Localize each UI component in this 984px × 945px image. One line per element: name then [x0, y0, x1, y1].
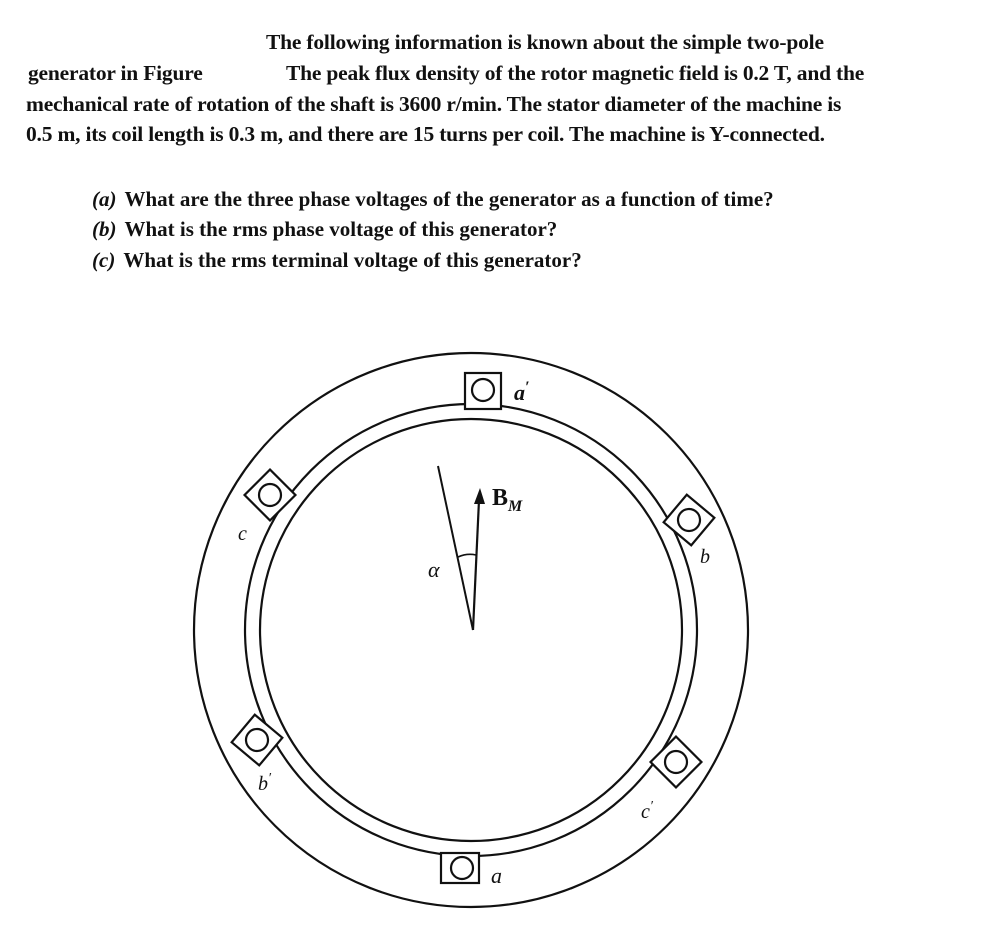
angle-arc	[458, 554, 476, 557]
field-vector-shaft	[473, 500, 479, 630]
question-b-text: What is the rms phase voltage of this generator?	[124, 217, 558, 241]
coil-label-c: c	[238, 523, 247, 545]
problem-line-1: The following information is known about the simple two-pole	[266, 30, 824, 54]
coil-label-c-prime: c′	[641, 799, 653, 823]
field-label: $B_M$	[492, 485, 523, 515]
question-b-label: (b)	[92, 217, 117, 241]
slot-a	[441, 853, 479, 883]
rotor-circle	[260, 419, 682, 841]
coil-label-a: a	[491, 863, 502, 888]
problem-line-2-start: generator in Figure	[28, 61, 203, 85]
field-vector-arrowhead	[474, 488, 485, 504]
question-a-text: What are the three phase voltages of the generator as a function of time?	[124, 187, 774, 211]
problem-line-4: 0.5 m, its coil length is 0.3 m, and there are 15 turns per coil. The machine is Y-connected.	[26, 122, 825, 146]
problem-line-3: mechanical rate of rotation of the shaft is 3600 r/min. The stator diameter of the machine is	[26, 92, 842, 116]
problem-line-2-end: The peak flux density of the rotor magnetic field is 0.2 T, and the	[286, 61, 865, 85]
question-c-text: What is the rms terminal voltage of this generator?	[123, 248, 582, 272]
question-c-label: (c)	[92, 248, 116, 272]
slot-b-prime	[232, 715, 283, 766]
slot-c-prime	[651, 737, 702, 788]
coil-label-b: b	[700, 546, 710, 568]
stator-inner-circle	[245, 404, 697, 856]
slot-c	[245, 470, 296, 521]
angle-label: α	[428, 557, 440, 582]
reference-axis-line	[438, 466, 473, 630]
coil-label-a-prime: a′	[514, 379, 530, 405]
coil-label-b-prime: b′	[258, 771, 272, 795]
stator-outer-circle	[194, 353, 748, 907]
slot-b	[664, 495, 715, 546]
question-a-label: (a)	[92, 187, 117, 211]
slot-a-prime	[465, 373, 501, 409]
